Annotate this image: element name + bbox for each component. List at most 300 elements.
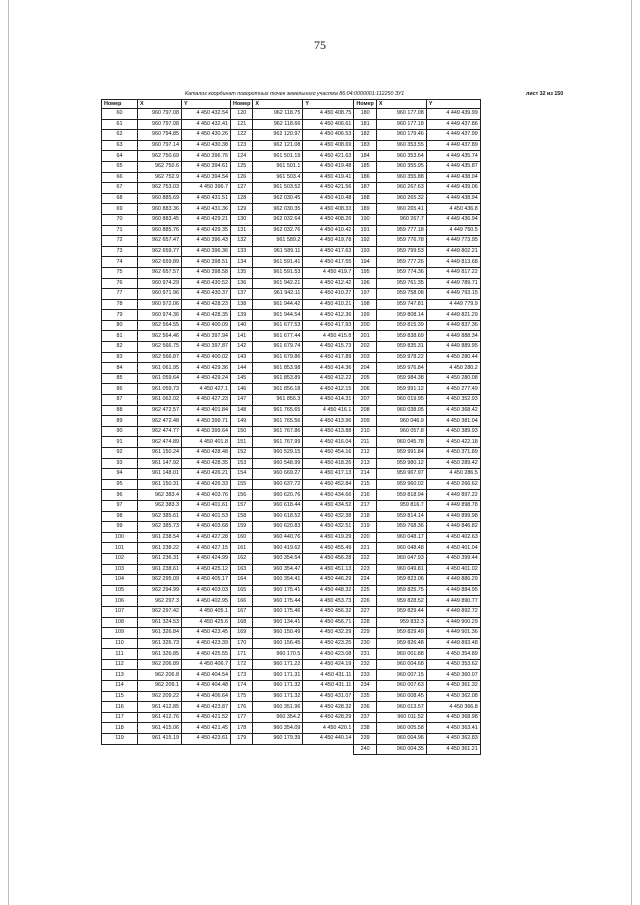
point-number: 107 (102, 606, 138, 617)
point-number: 195 (354, 267, 376, 278)
point-number: 237 (354, 712, 376, 723)
y-coordinate: 4 450 432.54 (182, 109, 231, 120)
point-number: 108 (102, 617, 138, 628)
point-number: 233 (354, 670, 376, 681)
y-coordinate: 4 450 361.21 (426, 744, 480, 755)
y-coordinate: 4 450 423.61 (182, 734, 231, 745)
point-number: 150 (231, 426, 253, 437)
point-number: 192 (354, 236, 376, 247)
point-number: 74 (102, 257, 138, 268)
point-number: 121 (231, 119, 253, 130)
y-coordinate: 4 450 419.41 (303, 172, 354, 183)
page-number: 75 (314, 38, 326, 52)
x-coordinate: 959 832.3 (376, 617, 426, 628)
point-number: 208 (354, 405, 376, 416)
x-coordinate: 959 758.08 (376, 289, 426, 300)
y-coordinate: 4 450 428.48 (182, 448, 231, 459)
y-coordinate: 4 450 389.93 (426, 426, 480, 437)
x-coordinate: 960 170.5 (253, 649, 303, 660)
y-coordinate: 4 450 366.8 (426, 702, 480, 713)
table-row (102, 183, 481, 194)
y-coordinate: 4 450 404.54 (182, 670, 231, 681)
coordinates-table (101, 99, 481, 755)
x-coordinate: 961 765.56 (253, 416, 303, 427)
point-number: 223 (354, 564, 376, 575)
y-coordinate: 4 449 821.29 (426, 310, 480, 321)
point-number: 228 (354, 617, 376, 628)
sheet-label: лист 32 из 150 (526, 91, 564, 97)
y-coordinate: 4 450 396.43 (182, 236, 231, 247)
x-coordinate: 960 971.96 (138, 289, 182, 300)
table-row (102, 712, 481, 723)
x-coordinate: 962 209.22 (138, 691, 182, 702)
x-coordinate (253, 744, 303, 755)
y-coordinate: 4 449 890.77 (426, 596, 480, 607)
table-row (102, 681, 481, 692)
x-coordinate: 961 942.11 (253, 289, 303, 300)
point-number: 132 (231, 236, 253, 247)
y-coordinate: 4 450 428.29 (303, 712, 354, 723)
point-number: 146 (231, 384, 253, 395)
x-coordinate: 960 974.29 (138, 278, 182, 289)
point-number: 102 (102, 553, 138, 564)
y-coordinate: 4 450 280.08 (426, 373, 480, 384)
x-coordinate: 962 657.57 (138, 267, 182, 278)
point-number: 221 (354, 543, 376, 554)
y-coordinate: 4 450 412.22 (303, 373, 354, 384)
point-number: 212 (354, 448, 376, 459)
table-row (102, 437, 481, 448)
x-coordinate: 961 944.54 (253, 310, 303, 321)
y-coordinate: 4 449 889.95 (426, 342, 480, 353)
point-number: 197 (354, 289, 376, 300)
point-number: 68 (102, 193, 138, 204)
x-coordinate: 960 637.72 (253, 479, 303, 490)
point-number: 140 (231, 320, 253, 331)
x-coordinate: 960 353.55 (376, 140, 426, 151)
y-coordinate: 4 450 432.51 (303, 522, 354, 533)
point-number: 105 (102, 585, 138, 596)
point-number: 76 (102, 278, 138, 289)
y-coordinate: 4 450 452.84 (303, 479, 354, 490)
x-coordinate: 962 118.66 (253, 119, 303, 130)
header-y: Y (426, 100, 480, 109)
point-number: 143 (231, 352, 253, 363)
point-number: 231 (354, 649, 376, 660)
table-row (102, 448, 481, 459)
point-number: 96 (102, 490, 138, 501)
point-number: 220 (354, 532, 376, 543)
x-coordinate: 961 501.19 (253, 151, 303, 162)
y-coordinate: 4 449 901.36 (426, 628, 480, 639)
point-number: 85 (102, 373, 138, 384)
x-coordinate: 961 236.31 (138, 553, 182, 564)
y-coordinate: 4 450 417.13 (303, 469, 354, 480)
table-row (102, 479, 481, 490)
x-coordinate: 960 267.63 (376, 183, 426, 194)
table-row (102, 225, 481, 236)
y-coordinate: 4 450 420.1 (303, 723, 354, 734)
x-coordinate: 960 353.64 (376, 151, 426, 162)
point-number: 225 (354, 585, 376, 596)
point-number: 211 (354, 437, 376, 448)
y-coordinate: 4 450 419.29 (303, 532, 354, 543)
y-coordinate: 4 450 401.61 (182, 500, 231, 511)
point-number: 203 (354, 352, 376, 363)
y-coordinate: 4 450 405.1 (182, 606, 231, 617)
point-number: 183 (354, 140, 376, 151)
y-coordinate: 4 450 398.51 (182, 257, 231, 268)
y-coordinate: 4 450 401.84 (182, 405, 231, 416)
point-number: 124 (231, 151, 253, 162)
point-number: 115 (102, 691, 138, 702)
x-coordinate: 959 978.22 (376, 352, 426, 363)
point-number: 175 (231, 691, 253, 702)
x-coordinate: 960 011.52 (376, 712, 426, 723)
point-number: 155 (231, 479, 253, 490)
x-coordinate: 959 825.75 (376, 585, 426, 596)
x-coordinate: 960 038.05 (376, 405, 426, 416)
point-number: 114 (102, 681, 138, 692)
x-coordinate: 962 206.89 (138, 659, 182, 670)
y-coordinate: 4 450 406.61 (303, 119, 354, 130)
point-number: 193 (354, 246, 376, 257)
x-coordinate: 960 046.9 (376, 416, 426, 427)
y-coordinate: 4 450 426.21 (182, 469, 231, 480)
point-number: 70 (102, 214, 138, 225)
x-coordinate: 960 669.27 (253, 469, 303, 480)
x-coordinate: 959 777.18 (376, 225, 426, 236)
x-coordinate: 961 150.24 (138, 448, 182, 459)
x-coordinate: 962 752.9 (138, 172, 182, 183)
x-coordinate: 960 797.14 (138, 140, 182, 151)
x-coordinate: 960 794.85 (138, 130, 182, 141)
x-coordinate: 960 354.47 (253, 564, 303, 575)
x-coordinate: 962 566.87 (138, 352, 182, 363)
x-coordinate: 961 679.86 (253, 352, 303, 363)
y-coordinate: 4 450 432.29 (303, 628, 354, 639)
table-row (102, 469, 481, 480)
table-row (102, 395, 481, 406)
x-coordinate: 960 885.69 (138, 193, 182, 204)
point-number: 110 (102, 638, 138, 649)
y-coordinate: 4 449 438.94 (426, 193, 480, 204)
x-coordinate: 961 677.53 (253, 320, 303, 331)
y-coordinate: 4 450 403.03 (182, 585, 231, 596)
y-coordinate: 4 449 789.71 (426, 278, 480, 289)
x-coordinate: 959 774.36 (376, 267, 426, 278)
point-number: 224 (354, 575, 376, 586)
point-number: 95 (102, 479, 138, 490)
point-number: 168 (231, 617, 253, 628)
x-coordinate: 960 156.45 (253, 638, 303, 649)
right-scan-edge (631, 0, 632, 905)
point-number: 159 (231, 522, 253, 533)
point-number: 73 (102, 246, 138, 257)
table-row (102, 161, 481, 172)
point-number: 99 (102, 522, 138, 533)
x-coordinate: 961 059.73 (138, 384, 182, 395)
y-coordinate: 4 450 425.6 (182, 617, 231, 628)
table-row (102, 416, 481, 427)
y-coordinate: 4 450 397.94 (182, 331, 231, 342)
y-coordinate: 4 450 353.62 (426, 659, 480, 670)
x-coordinate: 961 326.73 (138, 638, 182, 649)
x-coordinate: 959 991.84 (376, 448, 426, 459)
point-number: 98 (102, 511, 138, 522)
x-coordinate: 960 134.41 (253, 617, 303, 628)
table-row (102, 564, 481, 575)
x-coordinate: 960 355.88 (376, 172, 426, 183)
y-coordinate: 4 450 400.02 (182, 352, 231, 363)
y-coordinate: 4 450 402.63 (426, 532, 480, 543)
table-row (102, 236, 481, 247)
y-coordinate: 4 450 396.76 (182, 151, 231, 162)
x-coordinate: 961 767.86 (253, 426, 303, 437)
x-coordinate: 959 799.53 (376, 246, 426, 257)
point-number: 127 (231, 183, 253, 194)
table-row (102, 490, 481, 501)
y-coordinate: 4 449 900.29 (426, 617, 480, 628)
y-coordinate: 4 450 454.16 (303, 448, 354, 459)
point-number: 209 (354, 416, 376, 427)
point-number: 103 (102, 564, 138, 575)
point-number: 232 (354, 659, 376, 670)
header-y: Y (303, 100, 354, 109)
y-coordinate: 4 450 431.11 (303, 670, 354, 681)
point-number: 88 (102, 405, 138, 416)
point-number: 84 (102, 363, 138, 374)
point-number: 182 (354, 130, 376, 141)
x-coordinate: 962 121.08 (253, 140, 303, 151)
x-coordinate: 962 032.76 (253, 225, 303, 236)
point-number: 239 (354, 734, 376, 745)
x-coordinate: 960 797.08 (138, 119, 182, 130)
point-number: 190 (354, 214, 376, 225)
point-number: 153 (231, 458, 253, 469)
point-number: 90 (102, 426, 138, 437)
y-coordinate: 4 450 415.8 (303, 331, 354, 342)
x-coordinate: 959 835.31 (376, 342, 426, 353)
point-number: 171 (231, 649, 253, 660)
point-number: 161 (231, 543, 253, 554)
x-coordinate: 961 238.22 (138, 543, 182, 554)
x-coordinate: 962 472.57 (138, 405, 182, 416)
header-number: Номер (102, 100, 138, 109)
x-coordinate: 961 326.85 (138, 649, 182, 660)
y-coordinate: 4 450 425.55 (182, 649, 231, 660)
point-number: 174 (231, 681, 253, 692)
point-number: 229 (354, 628, 376, 639)
y-coordinate: 4 450 440.14 (303, 734, 354, 745)
x-coordinate: 960 171.31 (253, 670, 303, 681)
x-coordinate: 961 148.01 (138, 469, 182, 480)
table-row (102, 278, 481, 289)
y-coordinate: 4 450 431.51 (182, 193, 231, 204)
table-row (102, 596, 481, 607)
y-coordinate: 4 449 437.99 (426, 130, 480, 141)
table-row (102, 585, 481, 596)
x-coordinate: 961 679.74 (253, 342, 303, 353)
x-coordinate: 959 768.36 (376, 522, 426, 533)
x-coordinate: 962 564.46 (138, 331, 182, 342)
x-coordinate: 959 818.94 (376, 490, 426, 501)
point-number: 61 (102, 119, 138, 130)
point-number: 191 (354, 225, 376, 236)
point-number: 134 (231, 257, 253, 268)
point-number: 97 (102, 500, 138, 511)
table-body (102, 109, 481, 755)
point-number: 141 (231, 331, 253, 342)
point-number: 60 (102, 109, 138, 120)
y-coordinate: 4 449 899.98 (426, 511, 480, 522)
point-number: 80 (102, 320, 138, 331)
y-coordinate: 4 450 399.71 (182, 416, 231, 427)
y-coordinate: 4 450 408.33 (303, 204, 354, 215)
x-coordinate: 960 885.76 (138, 225, 182, 236)
x-coordinate: 961 767.99 (253, 437, 303, 448)
x-coordinate: 961 503.4 (253, 172, 303, 183)
y-coordinate: 4 450 396.7 (182, 183, 231, 194)
table-row (102, 363, 481, 374)
x-coordinate (138, 744, 182, 755)
x-coordinate: 961 061.95 (138, 363, 182, 374)
y-coordinate: 4 449 892.72 (426, 606, 480, 617)
point-number: 139 (231, 310, 253, 321)
y-coordinate: 4 450 360.07 (426, 670, 480, 681)
table-row (102, 426, 481, 437)
header-x: X (376, 100, 426, 109)
y-coordinate: 4 449 817.22 (426, 267, 480, 278)
table-row (102, 267, 481, 278)
y-coordinate: 4 450 397.87 (182, 342, 231, 353)
point-number: 226 (354, 596, 376, 607)
point-number: 87 (102, 395, 138, 406)
point-number: 215 (354, 479, 376, 490)
point-number: 69 (102, 204, 138, 215)
point-number: 79 (102, 310, 138, 321)
x-coordinate: 959 808.14 (376, 310, 426, 321)
y-coordinate: 4 450 402.95 (182, 596, 231, 607)
table-row (102, 702, 481, 713)
y-coordinate: 4 450 448.32 (303, 585, 354, 596)
table-row (102, 458, 481, 469)
y-coordinate: 4 450 286.5 (426, 469, 480, 480)
table-row (102, 204, 481, 215)
table-row (102, 373, 481, 384)
y-coordinate: 4 450 403.68 (182, 522, 231, 533)
point-number: 179 (231, 734, 253, 745)
table-row (102, 659, 481, 670)
x-coordinate: 959 828.52 (376, 596, 426, 607)
x-coordinate: 962 564.55 (138, 320, 182, 331)
point-number: 164 (231, 575, 253, 586)
point-number: 234 (354, 681, 376, 692)
point-number: 199 (354, 310, 376, 321)
x-coordinate: 962 297.3 (138, 596, 182, 607)
table-row (102, 511, 481, 522)
y-coordinate: 4 449 802.21 (426, 246, 480, 257)
x-coordinate: 960 620.83 (253, 522, 303, 533)
point-number: 218 (354, 511, 376, 522)
x-coordinate: 960 265.32 (376, 193, 426, 204)
table-row (102, 130, 481, 141)
point-number: 170 (231, 638, 253, 649)
x-coordinate: 959 823.06 (376, 575, 426, 586)
point-number: 120 (231, 109, 253, 120)
y-coordinate: 4 449 897.22 (426, 490, 480, 501)
y-coordinate: 4 450 423.87 (182, 702, 231, 713)
y-coordinate: 4 450 456.32 (303, 606, 354, 617)
y-coordinate: 4 450 419.78 (303, 236, 354, 247)
point-number: 71 (102, 225, 138, 236)
header-x: X (138, 100, 182, 109)
table-row (102, 670, 481, 681)
x-coordinate: 959 991.12 (376, 384, 426, 395)
x-coordinate: 960 048.17 (376, 532, 426, 543)
x-coordinate: 962 209.1 (138, 681, 182, 692)
y-coordinate: 4 450 417.93 (303, 320, 354, 331)
y-coordinate: 4 450 431.36 (182, 204, 231, 215)
point-number: 181 (354, 119, 376, 130)
point-number: 83 (102, 352, 138, 363)
point-number: 180 (354, 109, 376, 120)
y-coordinate: 4 449 888.34 (426, 331, 480, 342)
x-coordinate: 962 297.42 (138, 606, 182, 617)
y-coordinate: 4 450 401.02 (426, 564, 480, 575)
table-row (102, 310, 481, 321)
x-coordinate: 962 383.4 (138, 490, 182, 501)
x-coordinate: 960 048.48 (376, 543, 426, 554)
x-coordinate: 960 047.93 (376, 553, 426, 564)
y-coordinate: 4 450 427.15 (182, 543, 231, 554)
point-number: 63 (102, 140, 138, 151)
point-number: 200 (354, 320, 376, 331)
point-number: 92 (102, 448, 138, 459)
table-row (102, 172, 481, 183)
table-row (102, 628, 481, 639)
table-row (102, 384, 481, 395)
point-number: 94 (102, 469, 138, 480)
x-coordinate: 960 797.08 (138, 109, 182, 120)
y-coordinate: 4 450 408.75 (303, 109, 354, 120)
point-number: 207 (354, 395, 376, 406)
x-coordinate: 960 355.95 (376, 161, 426, 172)
y-coordinate: 4 450 425.12 (182, 564, 231, 575)
point-number: 117 (102, 712, 138, 723)
point-number: 172 (231, 659, 253, 670)
x-coordinate: 960 267.7 (376, 214, 426, 225)
y-coordinate: 4 450 429.36 (182, 363, 231, 374)
point-number: 185 (354, 161, 376, 172)
y-coordinate: 4 450 427.28 (182, 532, 231, 543)
x-coordinate: 960 179.46 (376, 130, 426, 141)
point-number: 133 (231, 246, 253, 257)
x-coordinate: 960 150.49 (253, 628, 303, 639)
x-coordinate: 961 412.76 (138, 712, 182, 723)
point-number: 206 (354, 384, 376, 395)
point-number: 135 (231, 267, 253, 278)
x-coordinate: 962 294.99 (138, 585, 182, 596)
table-row (102, 649, 481, 660)
x-coordinate: 960 001.88 (376, 649, 426, 660)
y-coordinate: 4 450 410.48 (303, 193, 354, 204)
y-coordinate: 4 450 381.04 (426, 416, 480, 427)
table-row (102, 405, 481, 416)
y-coordinate: 4 450 426.33 (182, 479, 231, 490)
x-coordinate: 960 354.09 (253, 723, 303, 734)
y-coordinate: 4 450 371.89 (426, 448, 480, 459)
